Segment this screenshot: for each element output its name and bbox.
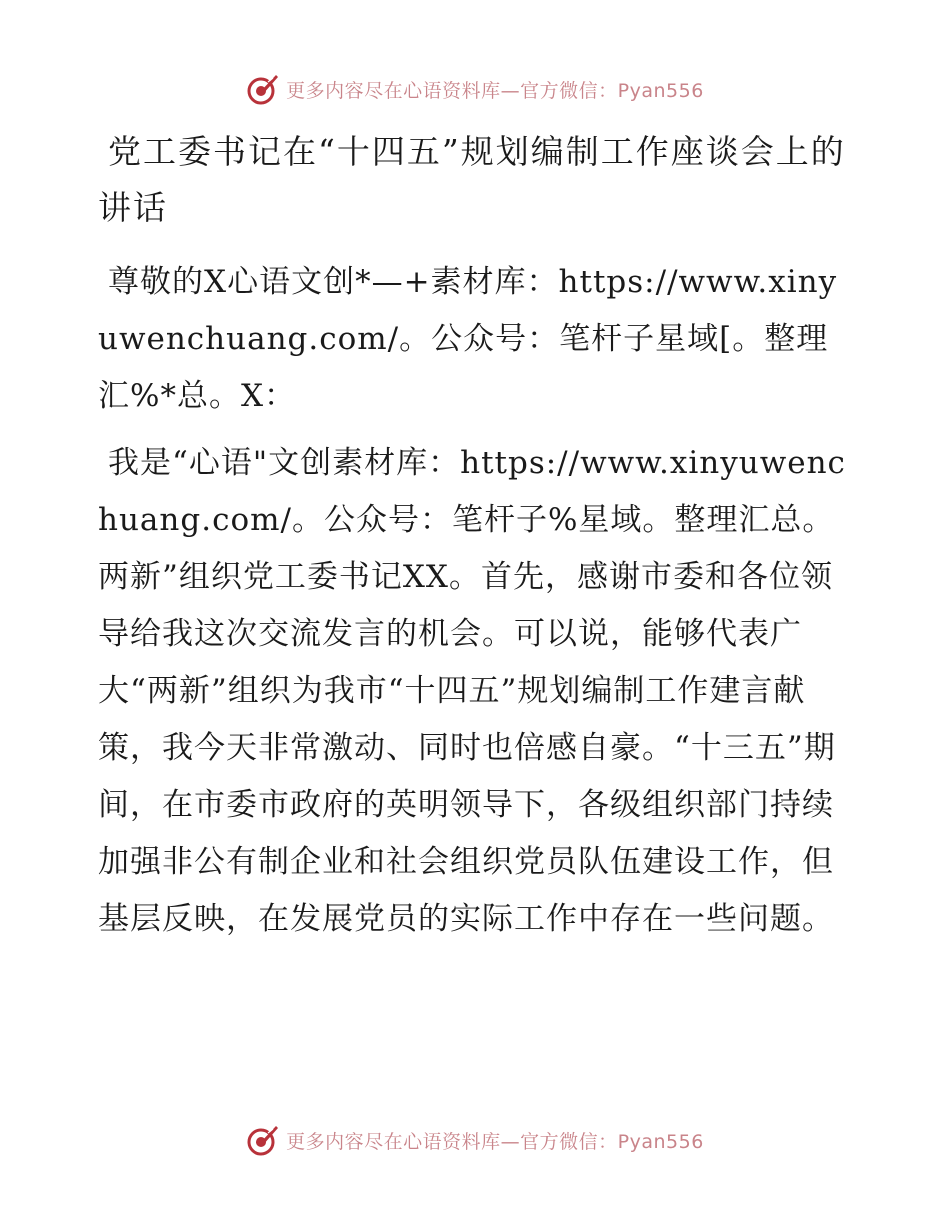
quill-pen-logo-icon — [246, 1123, 280, 1157]
header-watermark-separator: — — [500, 79, 521, 102]
document-body — [98, 124, 850, 948]
quill-pen-logo-icon — [246, 72, 280, 106]
page-footer-watermark — [0, 1123, 950, 1157]
header-watermark-main: 更多内容尽在心语资料库 — [286, 79, 501, 102]
paragraph-salutation: 尊敬的X心语文创*—+素材库：https://www.xinyuwenchuang.com/。公众号：笔杆子星域[。整理汇%*总。X： — [98, 264, 838, 414]
footer-watermark-main: 更多内容尽在心语资料库 — [286, 1130, 501, 1153]
document-title: 党工委书记在“十四五”规划编制工作座谈会上的讲话 — [98, 132, 846, 227]
paragraph-body: 我是“心语"文创素材库：https://www.xinyuwenchuang.com/。公众号：笔杆子%星域。整理汇总。两新”组织党工委书记XX。首先，感谢市委和各位领导给我这次交流发言的机会。可以说，能够代表广大“两新”组织为我市“十四五”规划编制工作建言献策，我今天非常激动、同时也倍感自豪。“十三五”期间，在市委市政府的英明领导下，各级组织部门持续加强非公有制企业和社会组织党员队伍建设工作，但基层反映，在发展党员的实际工作中存在一些问题。 — [98, 445, 846, 937]
header-watermark-text — [286, 76, 704, 103]
header-watermark-contact: 官方微信：Pyan556 — [520, 79, 704, 102]
footer-watermark-separator: — — [500, 1130, 521, 1153]
footer-watermark-text — [286, 1127, 704, 1154]
footer-watermark-contact: 官方微信：Pyan556 — [520, 1130, 704, 1153]
page-header-watermark — [0, 72, 950, 106]
